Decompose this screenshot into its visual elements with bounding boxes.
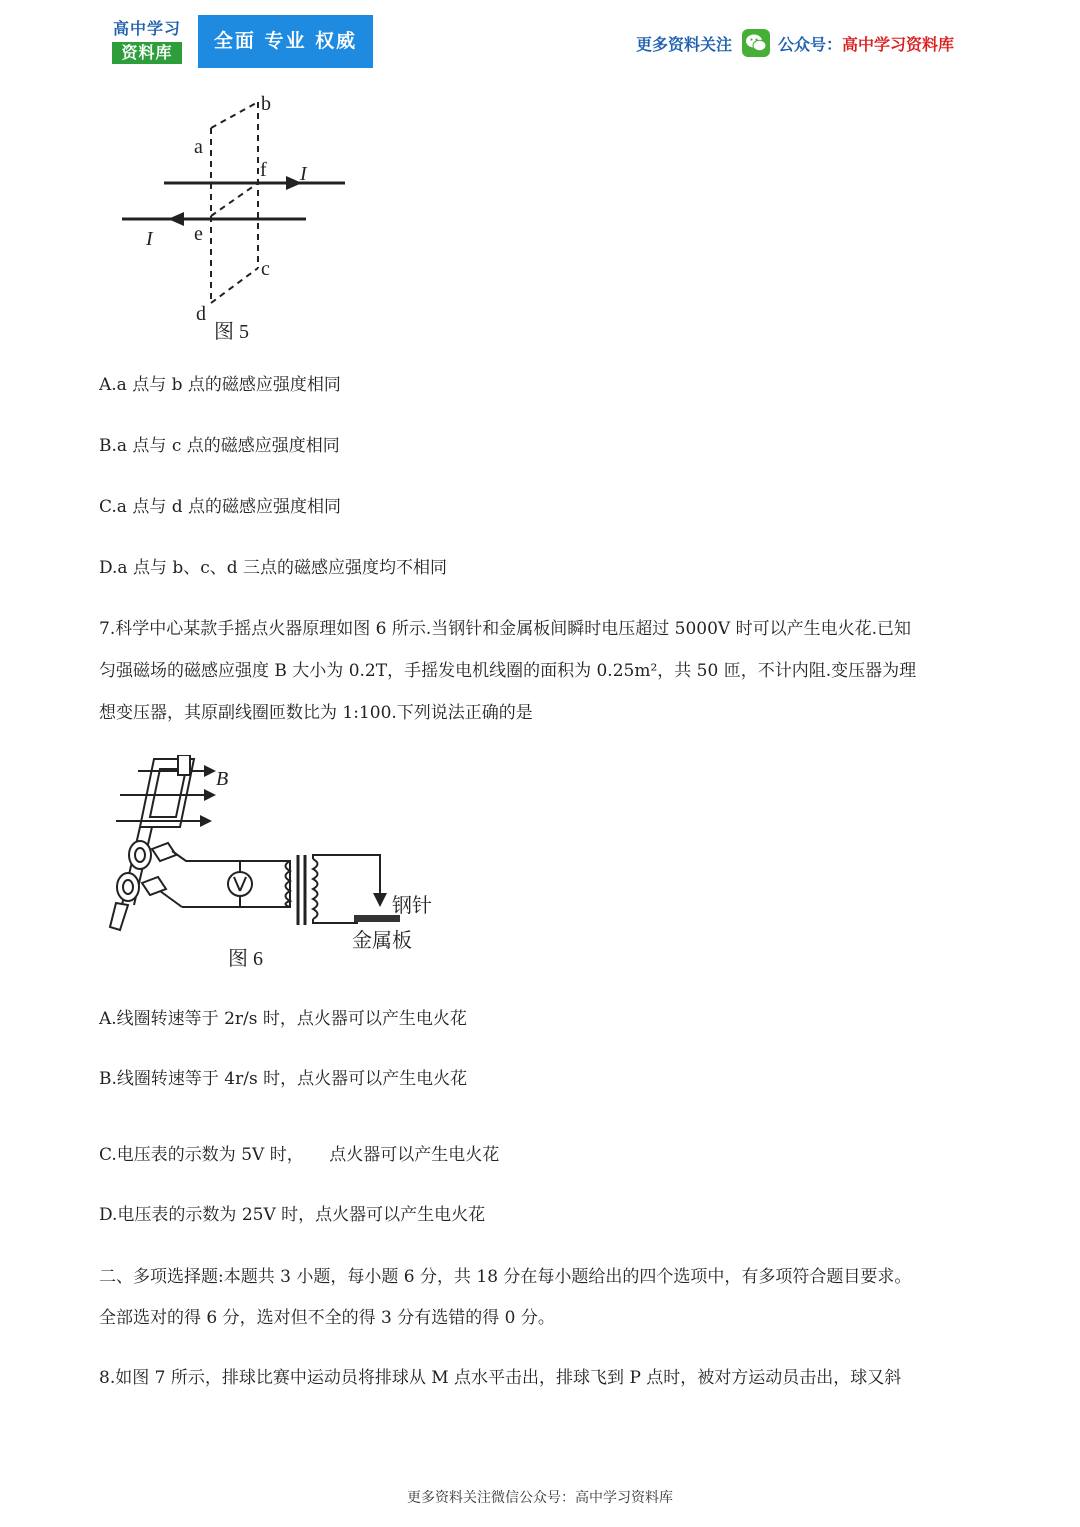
fig5-label-c: c bbox=[261, 258, 270, 280]
account-name: 高中学习资料库 bbox=[842, 34, 955, 54]
account-label: 公众号： bbox=[778, 34, 843, 54]
fig6-plate-label: 金属板 bbox=[352, 930, 412, 952]
logo-top-text: 高中学习 bbox=[112, 19, 181, 38]
q6-option-d: D.a 点与 b、c、d 三点的磁感应强度均不相同 bbox=[99, 558, 448, 578]
section2-line-1: 二、多项选择题:本题共 3 小题，每小题 6 分，共 18 分在每小题给出的四个选项中，有多项符合题目要求。 bbox=[99, 1267, 912, 1287]
fig5-label-d: d bbox=[196, 303, 206, 325]
q7-stem-line-3: 想变压器，其原副线圈匝数比为 1:100.下列说法正确的是 bbox=[99, 703, 533, 723]
q7-option-d: D.电压表的示数为 25V 时，点火器可以产生电火花 bbox=[99, 1205, 486, 1225]
q7-option-a: A.线圈转速等于 2r/s 时，点火器可以产生电火花 bbox=[99, 1009, 467, 1029]
fig5-label-f: f bbox=[260, 159, 267, 181]
fig6-needle-label: 钢针 bbox=[392, 895, 432, 917]
q7-stem-line-2: 匀强磁场的磁感应强度 B 大小为 0.2T，手摇发电机线圈的面积为 0.25m²，共 50 匝，不计内阻.变压器为理 bbox=[99, 661, 917, 681]
section2-line-2: 全部选对的得 6 分，选对但不全的得 3 分有选错的得 0 分。 bbox=[99, 1308, 555, 1328]
fig5-caption: 图 5 bbox=[214, 321, 249, 343]
q7-option-b: B.线圈转速等于 4r/s 时，点火器可以产生电火花 bbox=[99, 1069, 468, 1089]
site-logo bbox=[112, 18, 182, 66]
figure-5 bbox=[110, 88, 370, 348]
q6-option-b: B.a 点与 c 点的磁感应强度相同 bbox=[99, 436, 340, 456]
q6-option-a: A.a 点与 b 点的磁感应强度相同 bbox=[99, 375, 341, 395]
fig5-label-a: a bbox=[194, 136, 203, 158]
fig5-label-b: b bbox=[261, 93, 271, 115]
fig6-field-label: B bbox=[216, 768, 229, 790]
q6-option-c: C.a 点与 d 点的磁感应强度相同 bbox=[99, 497, 342, 517]
wechat-icon bbox=[742, 29, 770, 57]
q7-option-c: C.电压表的示数为 5V 时， 点火器可以产生电火花 bbox=[99, 1145, 500, 1165]
q8-stem: 8.如图 7 所示，排球比赛中运动员将排球从 M 点水平击出，排球飞到 P 点时，被对方运动员击出，球又斜 bbox=[99, 1368, 902, 1388]
header-follow bbox=[636, 28, 954, 58]
fig5-label-current-bottom: I bbox=[146, 228, 153, 250]
page-header bbox=[0, 0, 1080, 80]
figure-6 bbox=[100, 755, 450, 975]
fig5-label-current-top: I bbox=[300, 163, 307, 185]
header-banner: 全面 专业 权威 bbox=[198, 15, 373, 68]
fig6-caption: 图 6 bbox=[228, 948, 263, 970]
page-footer: 更多资料关注微信公众号：高中学习资料库 bbox=[407, 1490, 673, 1506]
fig5-label-e: e bbox=[194, 223, 203, 245]
logo-bottom-text: 资料库 bbox=[112, 42, 182, 64]
q7-stem-line-1: 7.科学中心某款手摇点火器原理如图 6 所示.当钢针和金属板间瞬时电压超过 5000V 时可以产生电火花.已知 bbox=[99, 619, 911, 639]
follow-text: 更多资料关注 bbox=[636, 34, 733, 54]
